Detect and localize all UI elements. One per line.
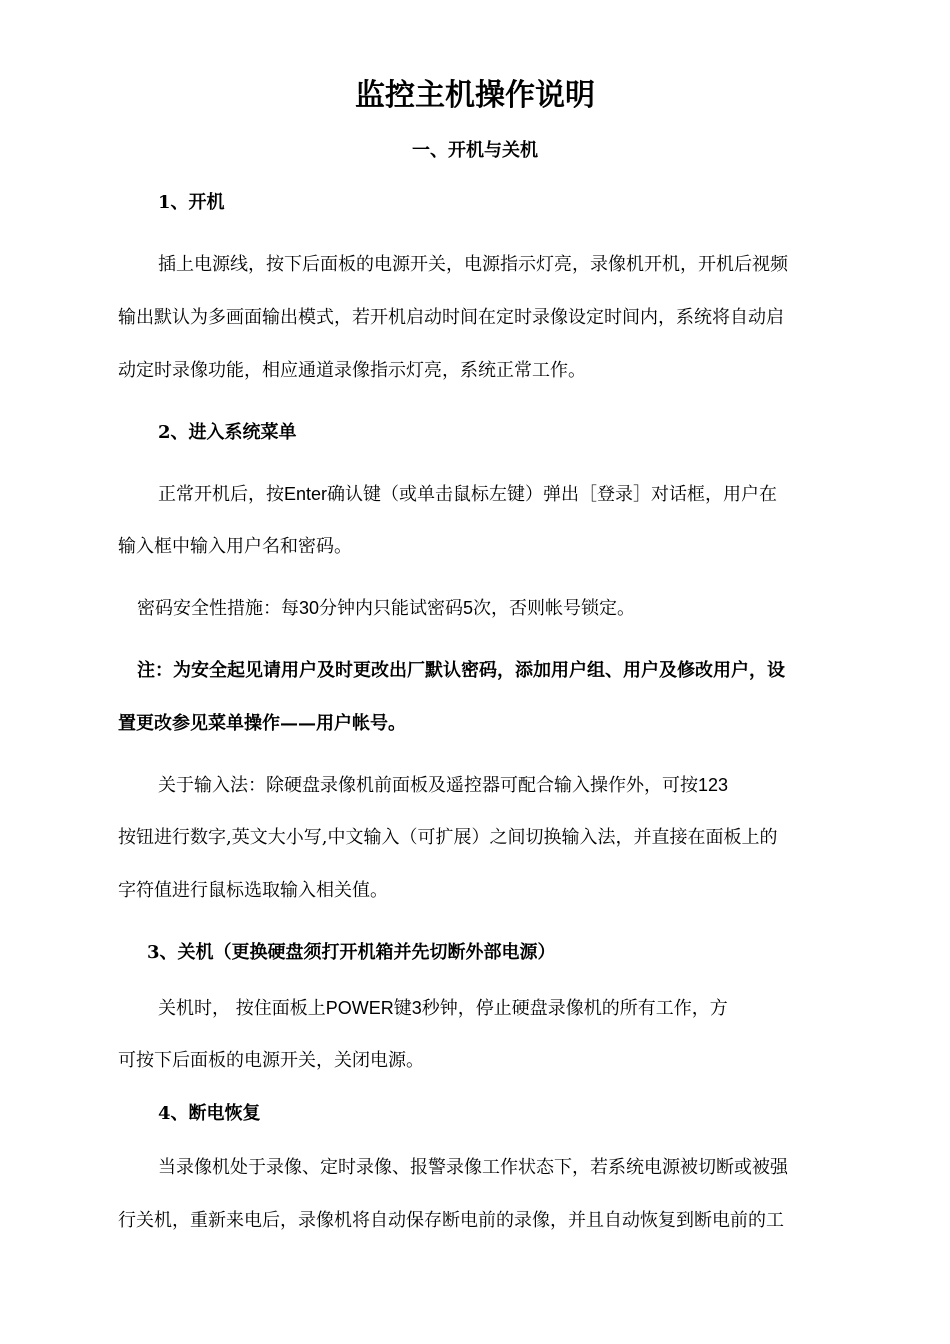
paragraph-line: 当录像机处于录像、定时录像、报警录像工作状态下，若系统电源被切断或被强 <box>158 1157 788 1178</box>
section-heading-power-on-off: 一、开机与关机 <box>412 140 538 161</box>
paragraph-line: 按钮进行数字,英文大小写,中文输入（可扩展）之间切换输入法，并直接在面板上的 <box>118 827 778 848</box>
minutes-number: 30 <box>299 598 320 618</box>
paragraph-line: 输出默认为多画面输出模式，若开机启动时间在定时录像设定时间内，系统将自动启 <box>118 307 784 328</box>
input-method-line <box>158 772 728 799</box>
text-run: 密码安全性措施：每 <box>137 598 299 619</box>
paragraph-line: 可按下后面板的电源开关，关闭电源。 <box>118 1050 424 1071</box>
subheading-enter-menu: 2、进入系统菜单 <box>158 422 297 443</box>
text-run: 确认键（或单击鼠标左键）弹出［登录］对话框，用户在 <box>327 484 778 505</box>
note-line: 置更改参见菜单操作——用户帐号。 <box>118 713 406 734</box>
paragraph-line <box>158 481 777 508</box>
attempts-number: 5 <box>463 598 474 618</box>
text-run: 关机时， 按住面板上 <box>158 998 326 1019</box>
text-run: 分钟内只能试密码 <box>319 598 464 619</box>
text-run: 正常开机后，按 <box>158 484 284 505</box>
password-security-line <box>137 595 635 622</box>
note-line: 注：为安全起见请用户及时更改出厂默认密码，添加用户组、用户及修改用户，设 <box>137 660 785 681</box>
subheading-power-recovery: 4、断电恢复 <box>158 1103 261 1124</box>
paragraph-line: 字符值进行鼠标选取输入相关值。 <box>118 880 388 901</box>
text-run: 次，否则帐号锁定。 <box>473 598 636 619</box>
text-run: 键 <box>393 998 412 1019</box>
enter-key-label: Enter <box>284 484 328 504</box>
text-run: 秒钟，停止硬盘录像机的所有工作，方 <box>421 998 728 1019</box>
paragraph-line: 插上电源线，按下后面板的电源开关，电源指示灯亮，录像机开机，开机后视频 <box>158 254 788 275</box>
paragraph-line: 行关机，重新来电后，录像机将自动保存断电前的录像，并且自动恢复到断电前的工 <box>118 1210 784 1231</box>
subheading-power-off: 3、关机（更换硬盘须打开机箱并先切断外部电源） <box>147 942 556 963</box>
ime-button-number: 123 <box>698 775 729 795</box>
paragraph-line <box>158 995 728 1022</box>
text-run: 关于输入法：除硬盘录像机前面板及遥控器可配合输入操作外，可按 <box>158 775 698 796</box>
paragraph-line: 动定时录像功能，相应通道录像指示灯亮，系统正常工作。 <box>118 360 586 381</box>
power-key-label: POWER <box>325 998 394 1018</box>
document-title: 监控主机操作说明 <box>355 78 595 113</box>
seconds-number: 3 <box>411 998 422 1018</box>
paragraph-line: 输入框中输入用户名和密码。 <box>118 536 352 557</box>
subheading-power-on: 1、开机 <box>158 192 225 213</box>
